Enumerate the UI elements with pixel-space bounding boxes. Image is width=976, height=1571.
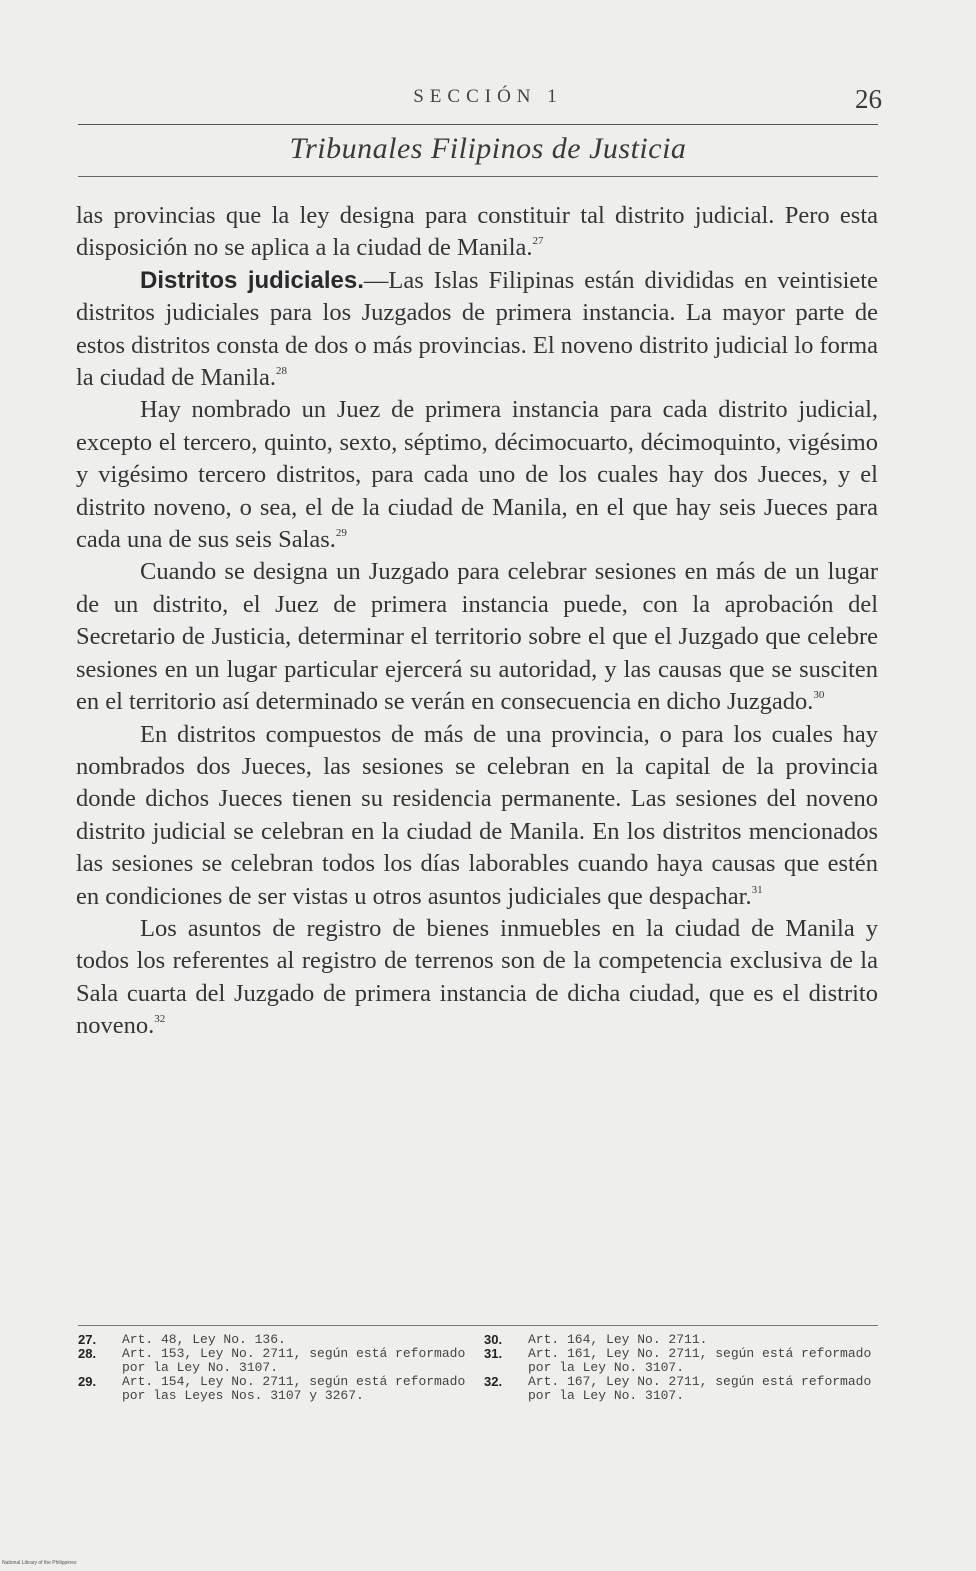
footnote-ref-29: 29 — [335, 527, 347, 540]
running-head — [0, 86, 976, 126]
footnote-27 — [78, 1333, 468, 1347]
page-number: 26 — [855, 84, 882, 114]
footnote-text: Art. 153, Ley No. 2711, según está reformado por la Ley No. 3107. — [122, 1346, 466, 1375]
footnote-number: 31. — [484, 1346, 503, 1361]
paragraph-3-text: Hay nombrado un Juez de primera instancia para cada distrito judicial, excepto el tercero, quinto, sexto, séptimo, décimocuarto, décimoquinto, vigésimo y vigésimo tercero distritos, para cada uno de los cuales hay dos Jueces, y el distrito noveno, o sea, el de la ciudad de Manila, en el que hay seis Jueces para cada una de sus seis Salas. — [76, 396, 878, 554]
footnote-ref-27: 27 — [532, 235, 544, 248]
paragraph-4 — [76, 556, 878, 718]
body-text — [76, 200, 878, 1043]
footnote-ref-28: 28 — [276, 365, 288, 378]
footnote-31 — [484, 1347, 874, 1375]
footnote-text: Art. 154, Ley No. 2711, según está reformado por las Leyes Nos. 3107 y 3267. — [122, 1374, 466, 1403]
footnote-rule — [78, 1325, 878, 1326]
paragraph-4-text: Cuando se designa un Juzgado para celebrar sesiones en más de un lugar de un distrito, el Juez de primera instancia puede, con la aprobación del Secretario de Justicia, determinar el territorio sobre el que el Juzgado que celebre sesiones en un lugar particular ejercerá su autoridad, y las causas que se susciten en el territorio así determinado se verán en consecuencia en dicho Juzgado. — [76, 558, 878, 716]
library-imprint: National Library of the Philippines — [2, 1560, 77, 1566]
footnote-text: Art. 164, Ley No. 2711. — [528, 1332, 708, 1347]
footnote-number: 32. — [484, 1374, 503, 1389]
footnote-text: Art. 167, Ley No. 2711, según está reformado por la Ley No. 3107. — [528, 1374, 872, 1403]
footnote-number: 30. — [484, 1332, 503, 1347]
footnote-32 — [484, 1375, 874, 1403]
paragraph-2-text: —Las Islas Filipinas están divididas en veintisiete distritos judiciales para los Juzgados de primera instancia. La mayor parte de estos distritos consta de dos o más provincias. El noveno distrito judicial lo forma la ciudad de Manila. — [76, 266, 878, 392]
footnotes-right-column — [484, 1333, 874, 1403]
paragraph-6 — [76, 913, 878, 1043]
footnote-28 — [78, 1347, 468, 1375]
subtitle-rule — [78, 176, 878, 177]
paragraph-1 — [76, 200, 878, 265]
header-rule — [78, 124, 878, 125]
footnote-ref-31: 31 — [751, 883, 763, 896]
footnote-text: Art. 48, Ley No. 136. — [122, 1332, 286, 1347]
footnote-ref-32: 32 — [154, 1013, 166, 1026]
section-heading: Distritos judiciales. — [140, 266, 364, 294]
footnote-29 — [78, 1375, 468, 1403]
footnote-ref-30: 30 — [813, 689, 825, 702]
paragraph-5-text: En distritos compuestos de más de una provincia, o para los cuales hay nombrados dos Jueces, las sesiones se celebran en la capital de la provincia donde dichos Jueces tienen su residencia permanente. Las sesiones del noveno distrito judicial se celebran en la ciudad de Manila. En los distritos mencionados las sesiones se celebran todos los días laborables cuando haya causas que estén en condiciones de ser vistas u otros asuntos judiciales que despachar. — [76, 720, 878, 910]
footnote-30 — [484, 1333, 874, 1347]
footnote-text: Art. 161, Ley No. 2711, según está reformado por la Ley No. 3107. — [528, 1346, 872, 1375]
footnote-number: 28. — [78, 1346, 97, 1361]
paragraph-6-text: Los asuntos de registro de bienes inmuebles en la ciudad de Manila y todos los referentes al registro de terrenos son de la competencia exclusiva de la Sala cuarta del Juzgado de primera instancia de dicha ciudad, que es el distrito noveno. — [76, 914, 878, 1040]
footnote-number: 29. — [78, 1374, 97, 1389]
footnotes-left-column — [78, 1333, 468, 1403]
paragraph-2 — [76, 265, 878, 395]
paragraph-5 — [76, 719, 878, 913]
paragraph-1-text: las provincias que la ley designa para constituir tal distrito judicial. Pero esta disposición no se aplica a la ciudad de Manila. — [76, 202, 878, 262]
paragraph-3 — [76, 394, 878, 556]
footnote-number: 27. — [78, 1332, 97, 1347]
chapter-subtitle: Tribunales Filipinos de Justicia — [289, 132, 687, 165]
section-label: SECCIÓN 1 — [413, 86, 563, 107]
